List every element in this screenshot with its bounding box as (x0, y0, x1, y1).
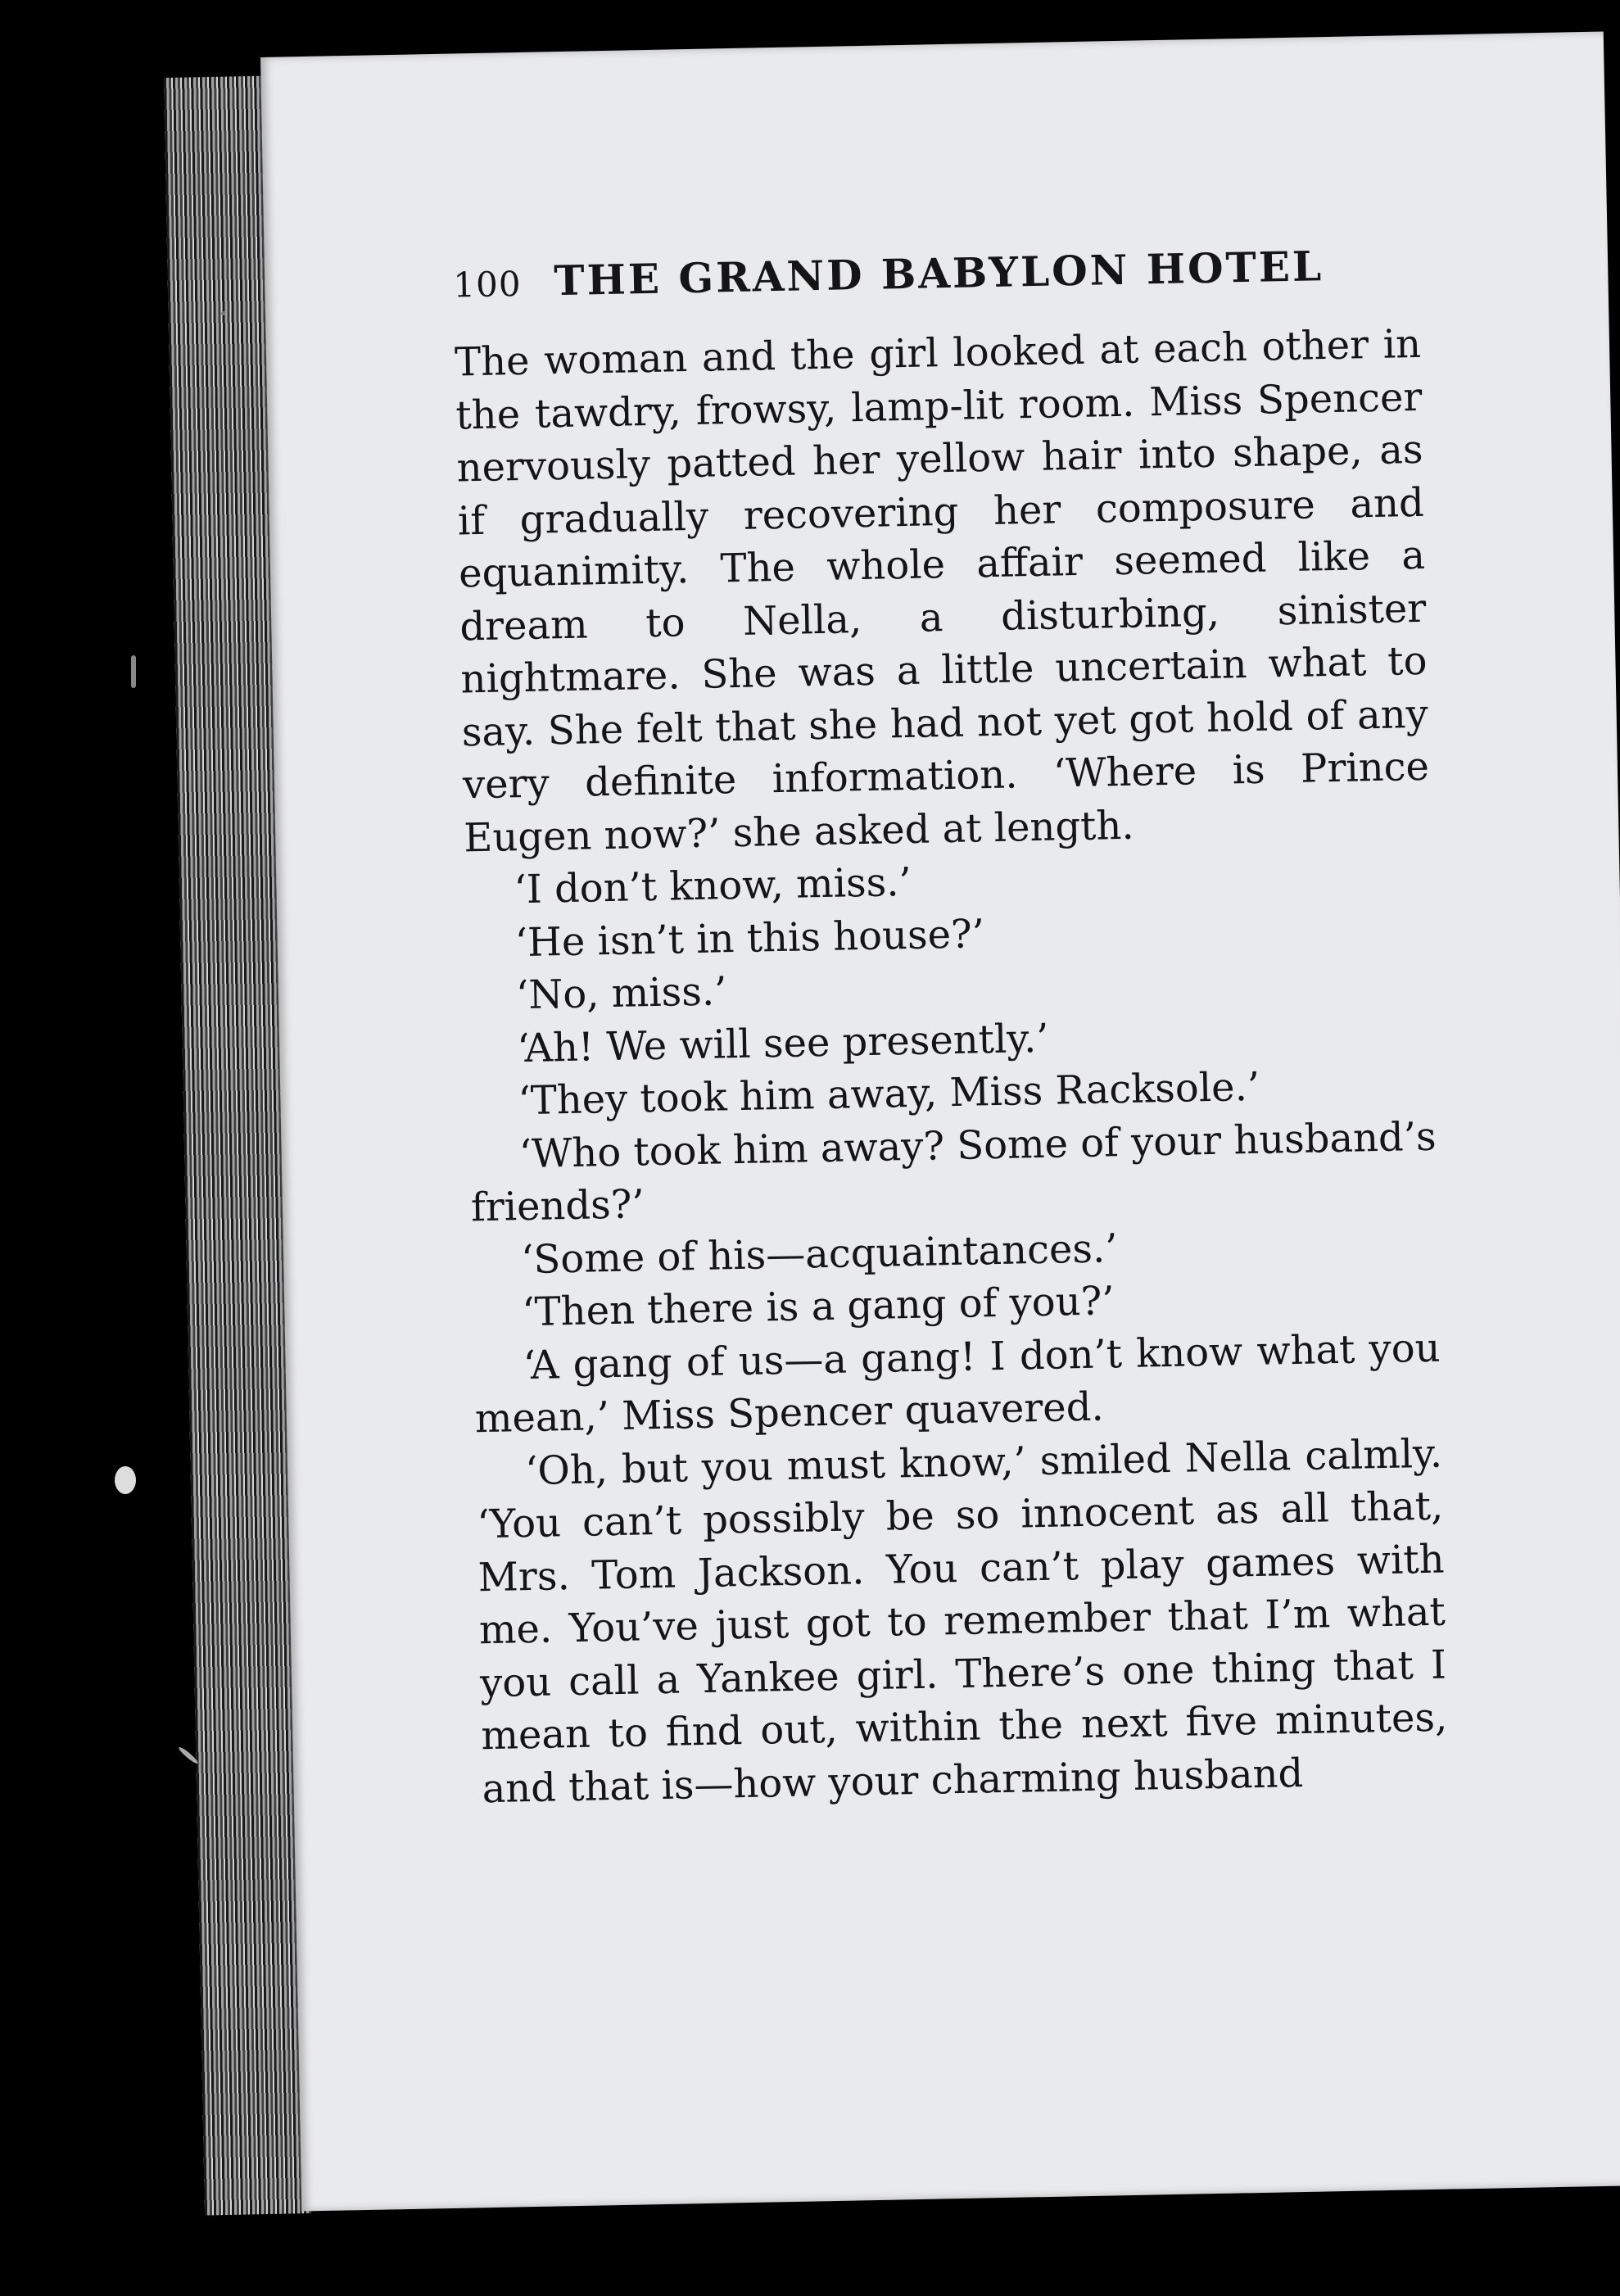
paragraph: ‘No, miss.’ (515, 968, 727, 1019)
running-head (453, 240, 1420, 307)
paragraph: ‘Ah! We will see presently.’ (516, 1015, 1050, 1071)
paragraph: ‘A gang of us—a gang! I don’t know what you mean,’ Miss Spencer quavered. (474, 1325, 1441, 1442)
book-title: THE GRAND BABYLON HOTEL (553, 242, 1324, 306)
paragraph: ‘Who took him away? Some of your husband’s friends?’ (470, 1113, 1437, 1231)
dust-speck (115, 1466, 136, 1494)
paragraph: ‘Oh, but you must know,’ smiled Nella calmly. ‘You can’t possibly be so innocent as all that, Mrs. Tom Jackson. You can’t play games with me. You’ve just got to remember that I’m what you call a Yankee girl. There’s one thing that I mean to find out, within the next five minutes, and that is—how your charming husband (476, 1430, 1448, 1812)
paragraph: ‘Some of his—acquaintances.’ (520, 1225, 1118, 1283)
page-number: 100 (452, 263, 523, 306)
paragraph: ‘They took him away, Miss Racksole.’ (517, 1063, 1260, 1125)
dust-speck (131, 655, 136, 688)
book-page (260, 32, 1620, 2212)
paragraph: The woman and the girl looked at each other in the tawdry, frowsy, lamp-lit room. Miss Spencer nervously patted her yellow hair into shape, as if gradually recovering her composure and equanimity. The whole affair seemed like a dream to Nella, a disturbing, sinister nightmare. She was a little uncertain what to say. She felt that she had not yet got hold of any very definite information. ‘Where is Prince Eugen now?’ she asked at length. (454, 320, 1430, 861)
dust-speck (221, 311, 225, 315)
paragraph: ‘Then there is a gang of you?’ (521, 1278, 1115, 1336)
page-content (453, 240, 1449, 1815)
paragraph: ‘I don’t know, miss.’ (514, 858, 912, 913)
paragraph: ‘He isn’t in this house?’ (514, 910, 985, 966)
